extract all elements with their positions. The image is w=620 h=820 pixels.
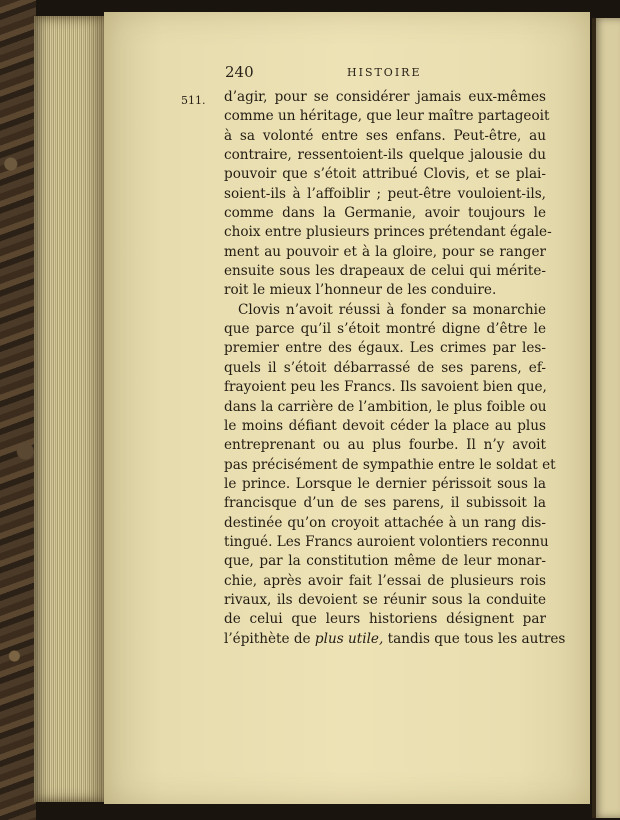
text-line: rivaux, ils devoient se réunir sous la conduite <box>224 591 546 608</box>
text-line: soient-ils à l’affoiblir ; peut-être vouloient-ils, <box>224 185 546 202</box>
text-line: francisque d’un de ses parens, il subissoit la <box>224 495 546 512</box>
text-line: contraire, ressentoient-ils quelque jalousie du <box>224 147 546 164</box>
text-line: chie, après avoir fait l’essai de plusieurs rois <box>224 572 546 589</box>
text-line <box>224 630 566 649</box>
text-line: tingué. Les Francs auroient volontiers reconnu <box>224 533 549 550</box>
text-line: de celui que leurs historiens désignent par <box>224 611 546 628</box>
text-line: comme dans la Germanie, avoir toujours le <box>224 205 546 222</box>
text-line: ensuite sous les drapeaux de celui qui mérite- <box>224 263 546 280</box>
margin-note: 511. <box>181 94 206 107</box>
facing-page-edge <box>592 18 620 818</box>
text-line: que parce qu’il s’étoit montré digne d’être le <box>224 321 546 338</box>
text-line: ment au pouvoir et à la gloire, pour se ranger <box>224 243 546 260</box>
text-line: pas précisément de sympathie entre le soldat et <box>224 456 556 473</box>
text-line: choix entre plusieurs princes prétendant égale- <box>224 224 552 241</box>
text-line: pouvoir que s’étoit attribué Clovis, et se plai- <box>224 166 546 183</box>
text-line: que, par la constitution même de leur monar- <box>224 553 546 570</box>
body-text <box>224 88 566 649</box>
text-line: Clovis n’avoit réussi à fonder sa monarchie <box>238 301 546 318</box>
italic-phrase: plus utile, <box>314 630 384 647</box>
marbled-cover <box>0 0 36 820</box>
text-line: le moins défiant devoit céder la place au plus <box>224 417 546 434</box>
page-number: 240 <box>225 63 254 81</box>
text-line: comme un héritage, que leur maître partageoit <box>224 108 550 125</box>
text-line: dans la carrière de l’ambition, le plus foible ou <box>224 398 547 415</box>
text-line: roit le mieux l’honneur de les conduire. <box>224 282 497 299</box>
text-line: premier entre des égaux. Les crimes par les- <box>224 340 546 357</box>
running-title: HISTOIRE <box>347 66 422 79</box>
text-segment: l’épithète de <box>224 630 315 647</box>
text-line: destinée qu’on croyoit attachée à un rang dis- <box>224 514 546 531</box>
page-edges <box>34 16 106 802</box>
text-segment: tandis que tous les autres <box>383 630 566 647</box>
text-line: entreprenant ou au plus fourbe. Il n’y avoit <box>224 437 546 454</box>
text-line: quels il s’étoit débarrassé de ses parens, ef- <box>224 359 546 376</box>
text-line: frayoient peu les Francs. Ils savoient bien que, <box>224 379 547 396</box>
text-line: le prince. Lorsque le dernier périssoit sous la <box>224 475 546 492</box>
text-line: à sa volonté entre ses enfans. Peut-être, au <box>224 127 546 144</box>
text-line: d’agir, pour se considérer jamais eux-mêmes <box>224 89 546 105</box>
